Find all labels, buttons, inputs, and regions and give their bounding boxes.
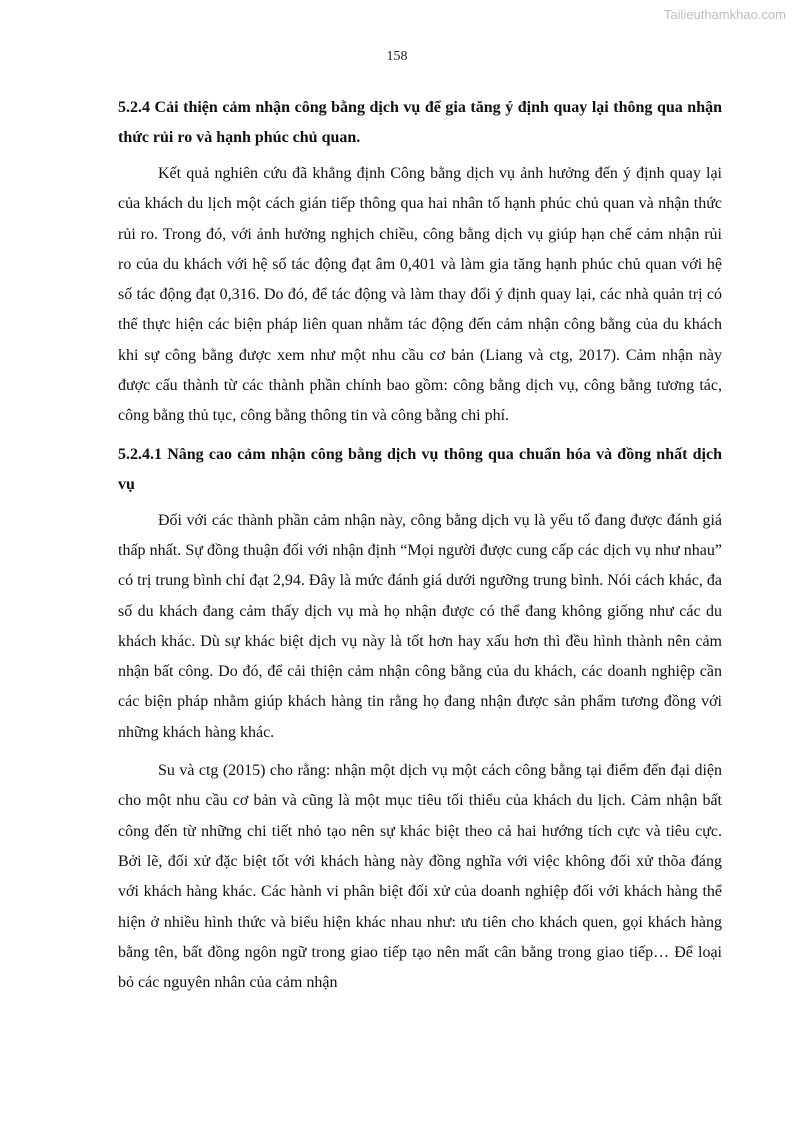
page-number: 158 bbox=[386, 49, 408, 64]
section-heading-5-2-4: 5.2.4 Cải thiện cảm nhận công bằng dịch vụ để gia tăng ý định quay lại thông qua nhận thức rủi ro và hạnh phúc chủ quan. bbox=[118, 99, 722, 146]
document-body bbox=[118, 93, 722, 1006]
paragraph: Su và ctg (2015) cho rằng: nhận một dịch vụ một cách công bằng tại điểm đến đại diện cho một nhu cầu cơ bản và cũng là một mục tiêu tối thiểu của khách du lịch. Cảm nhận bất công đến từ những chi tiết nhỏ tạo nên sự khác biệt theo cả hai hướng tích cực và tiêu cực. Bởi lẽ, đối xử đặc biệt tốt với khách hàng này đồng nghĩa với việc không đối xử thõa đáng với khách hàng khác. Các hành vi phân biệt đối xử của doanh nghiệp đối với khách hàng thể hiện ở nhiều hình thức và biểu hiện khác nhau như: ưu tiên cho khách quen, gọi khách hàng bằng tên, bất đồng ngôn ngữ trong giao tiếp tạo nên mất cân bằng trong giao tiếp… Để loại bỏ các nguyên nhân của cảm nhận bbox=[118, 762, 722, 992]
paragraph: Kết quả nghiên cứu đã khẳng định Công bằng dịch vụ ảnh hưởng đến ý định quay lại của khách du lịch một cách gián tiếp thông qua hai nhân tố hạnh phúc chủ quan và nhận thức rủi ro. Trong đó, với ảnh hưởng nghịch chiều, công bằng dịch vụ giúp hạn chế cảm nhận rủi ro của du khách với hệ số tác động đạt âm 0,401 và làm gia tăng hạnh phúc chủ quan với hệ số tác động đạt 0,316. Do đó, để tác động và làm thay đổi ý định quay lại, các nhà quản trị có thể thực hiện các biện pháp liên quan nhằm tác động đến cảm nhận công bằng của du khách khi sự công bằng được xem như một nhu cầu cơ bản (Liang và ctg, 2017). Cảm nhận này được cấu thành từ các thành phần chính bao gồm: công bằng dịch vụ, công bằng tương tác, công bằng thủ tục, công bằng thông tin và công bằng chi phí. bbox=[118, 165, 722, 425]
section-heading-5-2-4-1: 5.2.4.1 Nâng cao cảm nhận công bằng dịch vụ thông qua chuẩn hóa và đồng nhất dịch vụ bbox=[118, 445, 722, 493]
watermark: Tailieuthamkhao.com bbox=[663, 7, 786, 22]
paragraph: Đối với các thành phần cảm nhận này, công bằng dịch vụ là yếu tố đang được đánh giá thấp nhất. Sự đồng thuận đối với nhận định “Mọi người được cung cấp các dịch vụ như nhau” có trị trung bình chỉ đạt 2,94. Đây là mức đánh giá dưới ngưỡng trung bình. Nói cách khác, đa số du khách đang cảm thấy dịch vụ mà họ nhận được có thể đang không giống như các du khách khác. Dù sự khác biệt dịch vụ này là tốt hơn hay xấu hơn thì đều hình thành nên cảm nhận bất công. Do đó, để cải thiện cảm nhận công bằng của du khách, các doanh nghiệp cần các biện pháp nhằm giúp khách hàng tin rằng họ đang nhận được sản phẩm tương đồng với những khách hàng khác. bbox=[118, 511, 722, 741]
